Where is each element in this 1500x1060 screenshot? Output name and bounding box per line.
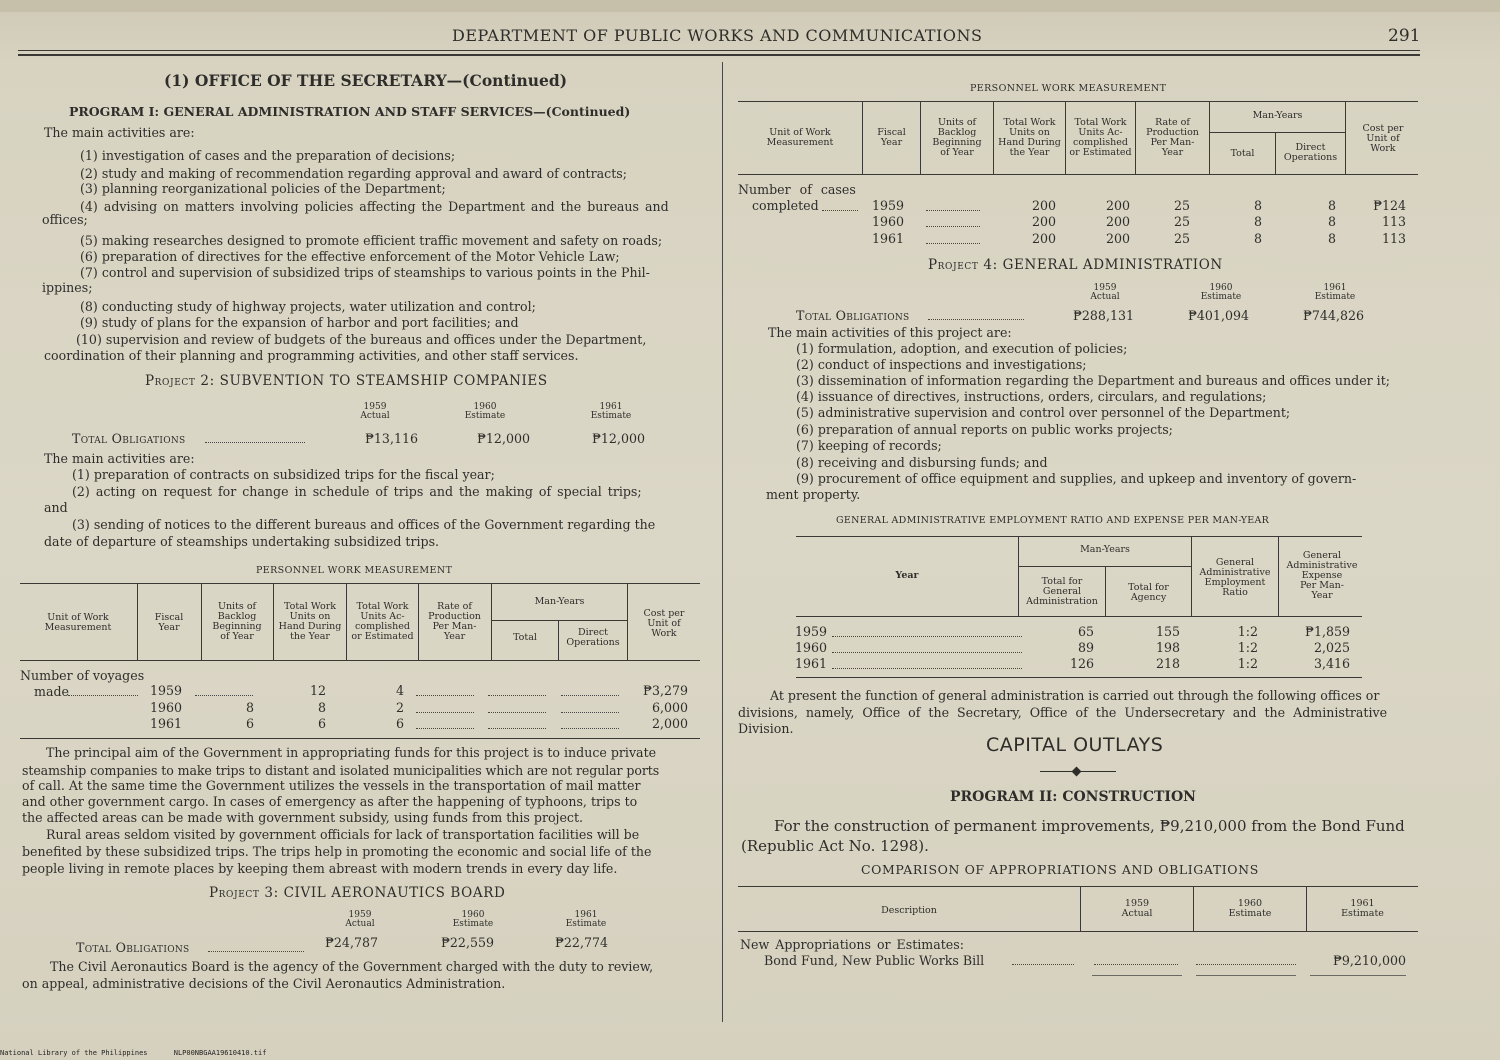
activity-line: (8) conducting study of highway projects, water utilization and control; [80, 299, 536, 314]
p3-total-1960: ₱22,559 [441, 935, 494, 950]
ratio-value: 1:2 [1237, 640, 1258, 655]
office-title: (1) OFFICE OF THE SECRETARY—(Continued) [164, 71, 568, 90]
p3-text: on appeal, administrative decisions of the Civil Aeronautics Administration. [22, 976, 506, 991]
p2-total-1961: ₱12,000 [592, 431, 645, 446]
aim-line: people living in remote places by keeping them abreast with modern trends in every day life. [22, 861, 618, 876]
leader-dots [488, 712, 546, 713]
p4-total-label: Total Obligations [796, 308, 910, 323]
hdr-units-accomplished: Total Work Units Ac- complished or Estimated [351, 601, 414, 642]
p2-intro: The main activities are: [44, 451, 195, 466]
pwm-direct: 8 [1327, 198, 1336, 213]
project3-title: Project 3: CIVIL AERONAUTICS BOARD [209, 885, 506, 901]
aim-line: of call. At the same time the Government utilizes the vessels in the transportation of mail matter [22, 778, 641, 793]
p3-text: The Civil Aeronautics Board is the agency of the Government charged with the duty to review, [50, 959, 654, 974]
pwm-direct: 8 [1327, 231, 1336, 246]
pwm-cost: ₱124 [1373, 198, 1406, 213]
table-vline [137, 583, 138, 660]
p3-kind-estimate: Estimate [452, 919, 494, 929]
present-text: At present the function of general administration is carried out through the following offices or [770, 688, 1380, 703]
pwm-year: 1960 [871, 214, 904, 229]
hdr-man-years: Man-Years [534, 596, 585, 607]
pwm-total: 8 [1253, 198, 1262, 213]
pwm-year: 1961 [871, 231, 904, 246]
ratio-general: 89 [1077, 640, 1094, 655]
leader-dots [416, 712, 474, 713]
table-rule [1018, 566, 1191, 567]
hdr-rate-of-production: Rate of Production Per Man- Year [1146, 117, 1199, 158]
hdr-total: Total [513, 632, 537, 643]
ratio-year: 1961 [795, 656, 828, 671]
ratio-general: 126 [1069, 656, 1094, 671]
ratio-expense: 2,025 [1313, 640, 1350, 655]
table-rule [738, 101, 1418, 102]
aim-line: the affected areas can be made with government subsidy, using funds from this project. [22, 810, 584, 825]
activity-line: (2) study and making of recommendation regarding approval and award of contracts; [80, 166, 627, 181]
aim-line: and other government cargo. In cases of emergency as after the happening of typhoons, trips to [22, 794, 638, 809]
comparison-title: COMPARISON OF APPROPRIATIONS AND OBLIGATIONS [861, 862, 1259, 877]
p4-kind-estimate: Estimate [1314, 292, 1356, 302]
p3-year-1960: 1960 [461, 910, 485, 920]
pwm-on-hand: 200 [1031, 231, 1056, 246]
leader-dots [488, 728, 546, 729]
ornament-diamond [1072, 767, 1082, 777]
pwm-rate: 25 [1173, 231, 1190, 246]
row-label: completed [752, 198, 819, 213]
header-rule [18, 50, 1420, 51]
pwm-on-hand: 200 [1031, 214, 1056, 229]
pwm-total: 8 [1253, 231, 1262, 246]
capital-outlays-heading: CAPITAL OUTLAYS [986, 734, 1164, 756]
footer-library: National Library of the Philippines [0, 1049, 148, 1057]
ratio-expense: ₱1,859 [1305, 624, 1350, 639]
pwm-on-hand: 200 [1031, 198, 1056, 213]
p4-activity: (5) administrative supervision and control over personnel of the Department; [796, 405, 1291, 420]
left-pwm-title: PERSONNEL WORK MEASUREMENT [256, 565, 453, 576]
p2-year-1959: 1959 [363, 402, 387, 412]
p4-activity: (1) formulation, adoption, and execution of policies; [796, 341, 1128, 356]
leader-dots [561, 728, 619, 729]
p3-total-1961: ₱22,774 [555, 935, 608, 950]
hdr-backlog: Units of Backlog Beginning of Year [932, 117, 982, 158]
pwm-accomplished: 200 [1105, 231, 1130, 246]
row-label: Number of voyages [20, 668, 145, 683]
p4-activity: ment property. [766, 487, 861, 502]
p4-total-1960: ₱401,094 [1188, 308, 1249, 323]
p2-total-label: Total Obligations [72, 431, 186, 446]
program-title: PROGRAM I: GENERAL ADMINISTRATION AND STAFF SERVICES—(Continued) [69, 104, 631, 119]
comparison-line: New Appropriations or Estimates: [740, 937, 964, 952]
pwm-accomplished: 6 [395, 716, 404, 731]
project2-title: Project 2: SUBVENTION TO STEAMSHIP COMPANIES [145, 373, 548, 389]
p2-activity: and [44, 500, 68, 515]
p2-total-1960: ₱12,000 [477, 431, 530, 446]
p3-year-1961: 1961 [574, 910, 598, 920]
hdr-1961-estimate: 1961 Estimate [1341, 898, 1384, 919]
hdr-backlog: Units of Backlog Beginning of Year [212, 601, 262, 642]
pwm-cost: 113 [1381, 231, 1406, 246]
hdr-total-agency: Total for Agency [1128, 582, 1169, 603]
table-vline [491, 583, 492, 660]
header-rule-thick [18, 54, 1420, 56]
p3-year-1959: 1959 [348, 910, 372, 920]
hdr-total-general-admin: Total for General Administration [1026, 576, 1098, 607]
leader-dots [832, 636, 1022, 637]
p4-activity: (2) conduct of inspections and investigations; [796, 357, 1087, 372]
ratio-year: 1959 [795, 624, 828, 639]
activity-line: (6) preparation of directives for the effective enforcement of the Motor Vehicle Law; [80, 249, 620, 264]
p3-total-1959: ₱24,787 [325, 935, 378, 950]
hdr-cost-per-unit: Cost per Unit of Work [1362, 123, 1404, 154]
hdr-man-years: Man-Years [1080, 544, 1130, 555]
row-label: made [34, 684, 69, 699]
p4-year-1959: 1959 [1093, 283, 1117, 293]
p4-activity: (9) procurement of office equipment and supplies, and upkeep and inventory of govern- [796, 471, 1357, 486]
ratio-agency: 155 [1155, 624, 1180, 639]
table-vline [201, 583, 202, 660]
p4-activity: (6) preparation of annual reports on public works projects; [796, 422, 1173, 437]
aim-line: Rural areas seldom visited by government officials for lack of transportation facilities will be [46, 827, 640, 842]
pwm-accomplished: 200 [1105, 214, 1130, 229]
pwm-year: 1959 [871, 198, 904, 213]
table-rule [738, 174, 1418, 175]
pwm-total: 8 [1253, 214, 1262, 229]
leader-dots [822, 210, 858, 211]
pwm-cost: 113 [1381, 214, 1406, 229]
leader-dots [205, 442, 305, 443]
leader-dots [208, 951, 304, 952]
p3-kind-actual: Actual [345, 919, 375, 929]
scan-footer [0, 1049, 288, 1057]
comparison-line: Bond Fund, New Public Works Bill [764, 953, 985, 968]
table-rule [738, 931, 1418, 932]
p2-activity: (3) sending of notices to the different bureaus and offices of the Government regarding the [72, 517, 656, 532]
ratio-table-title: GENERAL ADMINISTRATIVE EMPLOYMENT RATIO AND EXPENSE PER MAN-YEAR [836, 515, 1270, 526]
p4-activity: (8) receiving and disbursing funds; and [796, 455, 1048, 470]
page-number: 291 [1388, 26, 1421, 46]
hdr-unit-of-work: Unit of Work Measurement [766, 127, 834, 148]
hdr-units-on-hand: Total Work Units on Hand During the Year [998, 117, 1061, 158]
table-rule [20, 738, 700, 739]
pwm-accomplished: 2 [395, 700, 404, 715]
p4-kind-actual: Actual [1090, 292, 1120, 302]
comparison-value-1961: ₱9,210,000 [1333, 953, 1406, 968]
present-text: Division. [738, 721, 794, 736]
hdr-year: Year [895, 570, 919, 581]
p2-activity: (2) acting on request for change in schedule of trips and the making of special trips; [72, 484, 642, 499]
pwm-rate: 25 [1173, 214, 1190, 229]
pwm-year: 1960 [149, 700, 182, 715]
hdr-rate-of-production: Rate of Production Per Man- Year [428, 601, 481, 642]
leader-dots [832, 668, 1022, 669]
pwm-accomplished: 200 [1105, 198, 1130, 213]
p2-kind-actual: Actual [360, 411, 390, 421]
pwm-cost: 6,000 [651, 700, 688, 715]
p4-year-1961: 1961 [1323, 283, 1347, 293]
pwm-year: 1961 [149, 716, 182, 731]
ratio-agency: 198 [1155, 640, 1180, 655]
aim-line: steamship companies to make trips to distant and isolated municipalities which are not regular ports [22, 763, 660, 778]
present-text: divisions, namely, Office of the Secretary, Office of the Undersecretary and the Administrative [738, 705, 1388, 720]
program2-title: PROGRAM II: CONSTRUCTION [950, 789, 1196, 805]
pwm-on-hand: 12 [309, 683, 326, 698]
pwm-year: 1959 [149, 683, 182, 698]
p2-kind-estimate: Estimate [464, 411, 506, 421]
construction-text: For the construction of permanent improvements, ₱9,210,000 from the Bond Fund [774, 817, 1405, 835]
p2-activity: (1) preparation of contracts on subsidized trips for the fiscal year; [72, 467, 495, 482]
p2-kind-estimate: Estimate [590, 411, 632, 421]
pwm-direct: 8 [1327, 214, 1336, 229]
sum-rule [1196, 975, 1296, 976]
activity-line: (10) supervision and review of budgets of the bureaus and offices under the Department, [76, 332, 647, 347]
row-label: Number of cases [738, 182, 856, 197]
right-pwm-title: PERSONNEL WORK MEASUREMENT [970, 83, 1167, 94]
activity-line: ippines; [42, 280, 93, 295]
hdr-direct-operations: Direct Operations [566, 627, 620, 648]
activity-line: (5) making researches designed to promote efficient traffic movement and safety on roads; [80, 233, 663, 248]
leader-dots [1012, 964, 1074, 965]
hdr-units-on-hand: Total Work Units on Hand During the Year [278, 601, 342, 642]
pwm-accomplished: 4 [395, 683, 404, 698]
activity-line: (7) control and supervision of subsidized trips of steamships to various points in the Phil- [80, 265, 650, 280]
hdr-units-accomplished: Total Work Units Ac- complished or Estimated [1069, 117, 1132, 158]
leader-dots [1196, 964, 1296, 965]
leader-dots [561, 712, 619, 713]
table-rule [796, 616, 1362, 617]
p4-total-1959: ₱288,131 [1073, 308, 1134, 323]
leader-dots [926, 226, 980, 227]
column-divider [722, 62, 723, 1022]
leader-dots [926, 210, 980, 211]
pwm-on-hand: 8 [317, 700, 326, 715]
pwm-rate: 25 [1173, 198, 1190, 213]
table-rule [20, 660, 700, 661]
p2-year-1960: 1960 [473, 402, 497, 412]
leader-dots [928, 319, 1024, 320]
hdr-direct-operations: Direct Operations [1283, 142, 1338, 163]
leader-dots [926, 243, 980, 244]
p2-year-1961: 1961 [599, 402, 623, 412]
activity-line: (1) investigation of cases and the preparation of decisions; [80, 148, 456, 163]
hdr-description: Description [881, 905, 937, 916]
activity-line: coordination of their planning and programming activities, and other staff services. [44, 348, 579, 363]
aim-line: benefited by these subsidized trips. The trips help in promoting the economic and social life of the [22, 844, 652, 859]
table-rule [491, 620, 627, 621]
ratio-general: 65 [1077, 624, 1094, 639]
p2-total-1959: ₱13,116 [365, 431, 418, 446]
p4-activity: (4) issuance of directives, instructions, orders, circulars, and regulations; [796, 389, 1267, 404]
leader-dots [832, 652, 1022, 653]
pwm-cost: ₱3,279 [643, 683, 688, 698]
leader-dots [68, 695, 138, 696]
p4-total-1961: ₱744,826 [1303, 308, 1364, 323]
p3-total-label: Total Obligations [76, 940, 190, 955]
scan-edge [0, 0, 1500, 12]
ratio-expense: 3,416 [1313, 656, 1350, 671]
table-rule [738, 886, 1418, 887]
pwm-cost: 2,000 [651, 716, 688, 731]
aim-line: The principal aim of the Government in appropriating funds for this project is to induce private [46, 745, 657, 760]
pwm-backlog: 6 [245, 716, 254, 731]
leader-dots [561, 695, 619, 696]
leader-dots [195, 695, 253, 696]
hdr-fiscal-year: Fiscal Year [877, 127, 906, 148]
hdr-1960-estimate: 1960 Estimate [1228, 898, 1272, 919]
p4-activity: (3) dissemination of information regarding the Department and bureaus and offices under it; [796, 373, 1391, 388]
p4-activity: (7) keeping of records; [796, 438, 942, 453]
activity-line: (9) study of plans for the expansion of harbor and port facilities; and [80, 315, 519, 330]
footer-file: NLP00NBGAA19610410.tif [173, 1049, 267, 1057]
sum-rule [1092, 975, 1182, 976]
p2-activity: date of departure of steamships undertaking subsidized trips. [44, 534, 440, 549]
pwm-backlog: 8 [245, 700, 254, 715]
leader-dots [416, 728, 474, 729]
hdr-1959-actual: 1959 Actual [1121, 898, 1153, 919]
leader-dots [1094, 964, 1178, 965]
hdr-employment-ratio: General Administrative Employment Ratio [1199, 557, 1271, 598]
pwm-on-hand: 6 [317, 716, 326, 731]
ratio-agency: 218 [1155, 656, 1180, 671]
ratio-year: 1960 [795, 640, 828, 655]
p3-kind-estimate: Estimate [565, 919, 607, 929]
ratio-value: 1:2 [1237, 624, 1258, 639]
activity-line: offices; [42, 212, 88, 227]
p4-kind-estimate: Estimate [1200, 292, 1242, 302]
hdr-cost-per-unit: Cost per Unit of Work [643, 608, 685, 639]
sum-rule [1310, 975, 1406, 976]
activity-line: (3) planning reorganizational policies of the Department; [80, 181, 446, 196]
hdr-total: Total [1230, 148, 1255, 159]
p4-year-1960: 1960 [1209, 283, 1233, 293]
activity-line: (4) advising on matters involving policies affecting the Department and the bureaus and [80, 199, 669, 214]
table-rule [20, 583, 700, 584]
table-rule [796, 677, 1362, 678]
p4-intro: The main activities of this project are: [768, 325, 1012, 340]
project4-title: Project 4: GENERAL ADMINISTRATION [928, 257, 1223, 273]
main-activities-intro: The main activities are: [44, 125, 195, 140]
hdr-unit-of-work: Unit of Work Measurement [44, 612, 112, 633]
ratio-value: 1:2 [1237, 656, 1258, 671]
leader-dots [416, 695, 474, 696]
leader-dots [488, 695, 546, 696]
page-header-title: DEPARTMENT OF PUBLIC WORKS AND COMMUNICATIONS [452, 26, 983, 45]
hdr-fiscal-year: Fiscal Year [154, 612, 184, 633]
table-rule [1209, 132, 1345, 133]
hdr-man-years: Man-Years [1252, 110, 1303, 121]
construction-text: (Republic Act No. 1298). [741, 837, 929, 855]
hdr-expense-per-man-year: General Administrative Expense Per Man- Year [1286, 550, 1358, 601]
